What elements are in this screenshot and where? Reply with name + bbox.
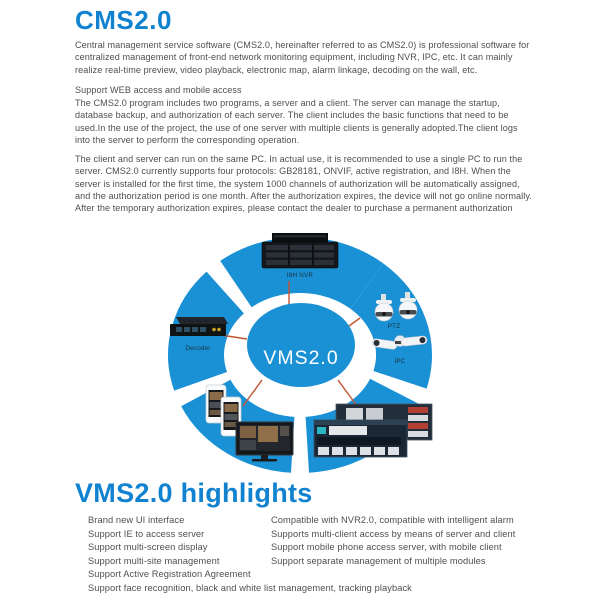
highlights-right-column	[271, 514, 541, 568]
intro-paragraph: Central management service software (CMS2.0, hereinafter referred to as CMS2.0) is professional software for centralized management of front-end network monitoring equipment, including NVR, IPC, etc. It can mainly realize real-time preview, video playback, electronic map, alarm linkage, decoding on the wall, etc.	[75, 40, 530, 75]
page-title: CMS2.0	[75, 5, 172, 35]
ring-segment-left	[196, 293, 225, 382]
ipc-label: IPC	[394, 358, 406, 365]
connector-bottom-right	[338, 380, 357, 406]
center-hub-label: VMS2.0	[263, 347, 339, 369]
web-access-line: Support WEB access and mobile access	[75, 85, 242, 95]
ptz-label: PTZ	[387, 323, 401, 330]
client-server-paragraph: The client and server can run on the same PC. In actual use, it is recommended to use a single PC to run the server. CMS2.0 currently supports four protocols: GB28181, ONVIF, active registration, and I8H. When the server is installed for the first time, the system 1000 channels of authorization will be automatically assigned, and the authorization period is one month. After the authorization expires, the device will not go online normally. After the temporary authorization expires, please contact the dealer to purchase a permanent authorization	[75, 154, 532, 214]
center-hub	[247, 303, 355, 387]
decoder-device-icon	[170, 317, 228, 336]
highlight-item-left-5: Support Active Registration Agreement	[88, 569, 251, 580]
connector-bottom-left	[243, 380, 262, 406]
program-paragraph: The CMS2.0 program includes two programs, a server and a client. The server can manage the startup, database backup, and authorization of each server. The client includes the basic functions that need to be used.In the use of the project, the use of one server with multiple clients is generally adopted.The client logs into the server to perform the corresponding operation.	[75, 98, 518, 145]
highlight-item-right-1: Compatible with NVR2.0, compatible with intelligent alarm	[271, 515, 514, 525]
highlight-footer-line: Support face recognition, black and white list management, tracking playback	[88, 583, 412, 593]
nvr-label: I8H NVR	[286, 272, 314, 279]
highlight-item-right-4: Support separate management of multiple modules	[271, 555, 486, 566]
highlight-item-left-4: Support multi-site management	[88, 555, 220, 566]
nvr-device-icon	[262, 233, 338, 268]
highlight-item-right-3: Support mobile phone access server, with mobile client	[271, 542, 502, 553]
highlight-item-right-2: Supports multi-client access by means of server and client	[271, 528, 516, 539]
vms-architecture-diagram	[0, 228, 600, 498]
highlights-heading: VMS2.0 highlights	[75, 478, 313, 508]
highlight-item-left-3: Support multi-screen display	[88, 542, 208, 553]
highlight-item-left-2: Support IE to access server	[88, 528, 205, 539]
decoder-label: Decoder	[185, 345, 211, 352]
highlights-left-column	[88, 514, 268, 582]
highlight-item-left-1: Brand new UI interface	[88, 515, 185, 525]
